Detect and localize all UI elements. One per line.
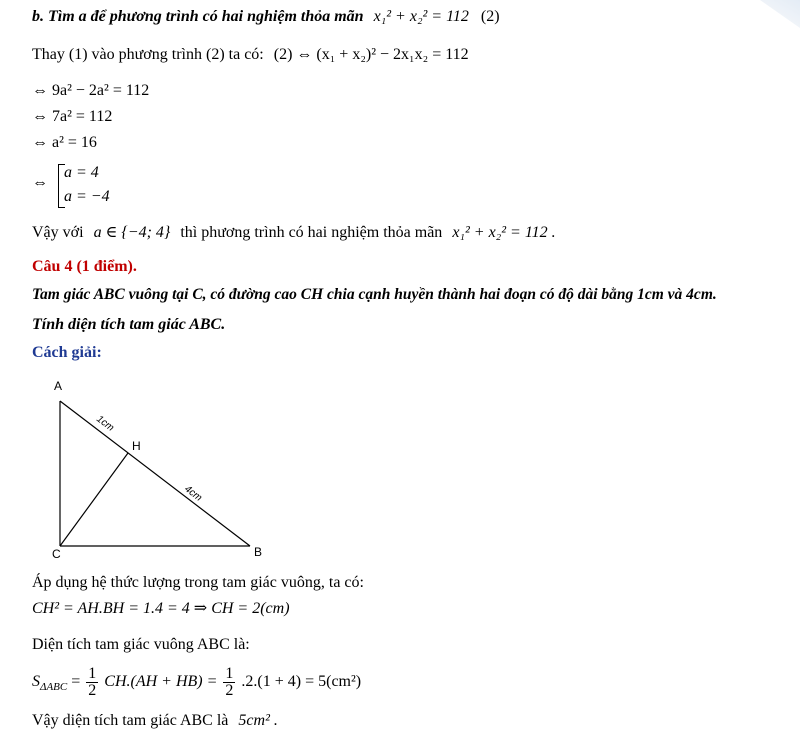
vertex-label-c: C bbox=[52, 547, 61, 561]
part-b-line bbox=[32, 6, 500, 28]
ch-equation: CH² = AH.BH = 1.4 = 4 ⇒ CH = 2(cm) bbox=[32, 600, 290, 617]
vertex-label-b: B bbox=[254, 545, 263, 559]
conclusion-b-prefix: Vậy với bbox=[32, 224, 84, 241]
page-corner-decoration bbox=[750, 0, 800, 28]
question-4-line-2: Tính diện tích tam giác ABC. bbox=[32, 316, 226, 333]
conclusion-b-set: a ∈ {−4; 4} bbox=[93, 224, 171, 241]
system-prefix: ⇔ bbox=[32, 174, 48, 191]
segment-label-hb: 4cm bbox=[182, 483, 204, 504]
solution-intro: Áp dụng hệ thức lượng trong tam giác vuông, ta có: bbox=[32, 574, 364, 591]
substitute-line bbox=[32, 44, 469, 66]
substitute-text: Thay (1) vào phương trình (2) ta có: bbox=[32, 46, 264, 63]
step-2: ⇔ 7a² = 112 bbox=[32, 108, 113, 125]
half-fraction-1: $\frac{1}{2}$ bbox=[88, 664, 97, 699]
step-3: ⇔ a² = 16 bbox=[32, 134, 97, 151]
conclusion-b-mid: thì phương trình có hai nghiệm thỏa mãn bbox=[180, 224, 443, 241]
part-b-condition: x₁² + x₂² = 112 bbox=[373, 8, 469, 25]
system-line-2: a = −4 bbox=[64, 188, 110, 205]
question-4-title: Câu 4 (1 điểm). bbox=[32, 258, 137, 275]
area-equation: $S_{\Delta ABC}$ = $\frac{1}{2}$ CH.(AH + HB) = $\frac{1}{2}$ .2.(1 + 4) = 5(cm²) bbox=[32, 664, 362, 699]
solution-heading: Cách giải: bbox=[32, 344, 102, 361]
altitude-ch bbox=[60, 453, 128, 546]
final-prefix: Vậy diện tích tam giác ABC là bbox=[32, 712, 229, 729]
final-conclusion bbox=[32, 710, 278, 732]
half-fraction-2: $\frac{1}{2}$ bbox=[225, 664, 234, 699]
system-line-1: a = 4 bbox=[64, 164, 99, 181]
question-4-line-1: Tam giác ABC vuông tại C, có đường cao CH chia cạnh huyền thành hai đoạn có độ dài bằng 1cm và 4cm. bbox=[32, 286, 717, 303]
area-symbol: S bbox=[32, 673, 40, 690]
conclusion-b bbox=[32, 222, 556, 244]
segment-label-ah: 1cm bbox=[94, 413, 116, 434]
triangle-figure bbox=[30, 372, 280, 568]
part-b-label: b. Tìm a để phương trình có hai nghiệm thỏa mãn bbox=[32, 8, 364, 25]
substitute-equation: (2) ⇔ (x₁ + x₂)² − 2x₁x₂ = 112 bbox=[273, 46, 469, 63]
area-text: Diện tích tam giác vuông ABC là: bbox=[32, 636, 250, 653]
area-middle-2: .2.(1 + 4) = 5(cm²) bbox=[241, 673, 362, 690]
area-middle-1: CH.(AH + HB) = bbox=[104, 673, 218, 690]
vertex-label-a: A bbox=[54, 379, 63, 393]
part-b-ref: (2) bbox=[480, 8, 500, 25]
final-value: 5cm² . bbox=[238, 712, 278, 729]
area-subscript: ΔABC bbox=[40, 681, 68, 694]
conclusion-b-equation: x₁² + x₂² = 112 . bbox=[452, 224, 556, 241]
point-label-h: H bbox=[132, 439, 141, 453]
step-1: ⇔ 9a² − 2a² = 112 bbox=[32, 82, 150, 99]
hypotenuse-ab bbox=[60, 401, 250, 546]
